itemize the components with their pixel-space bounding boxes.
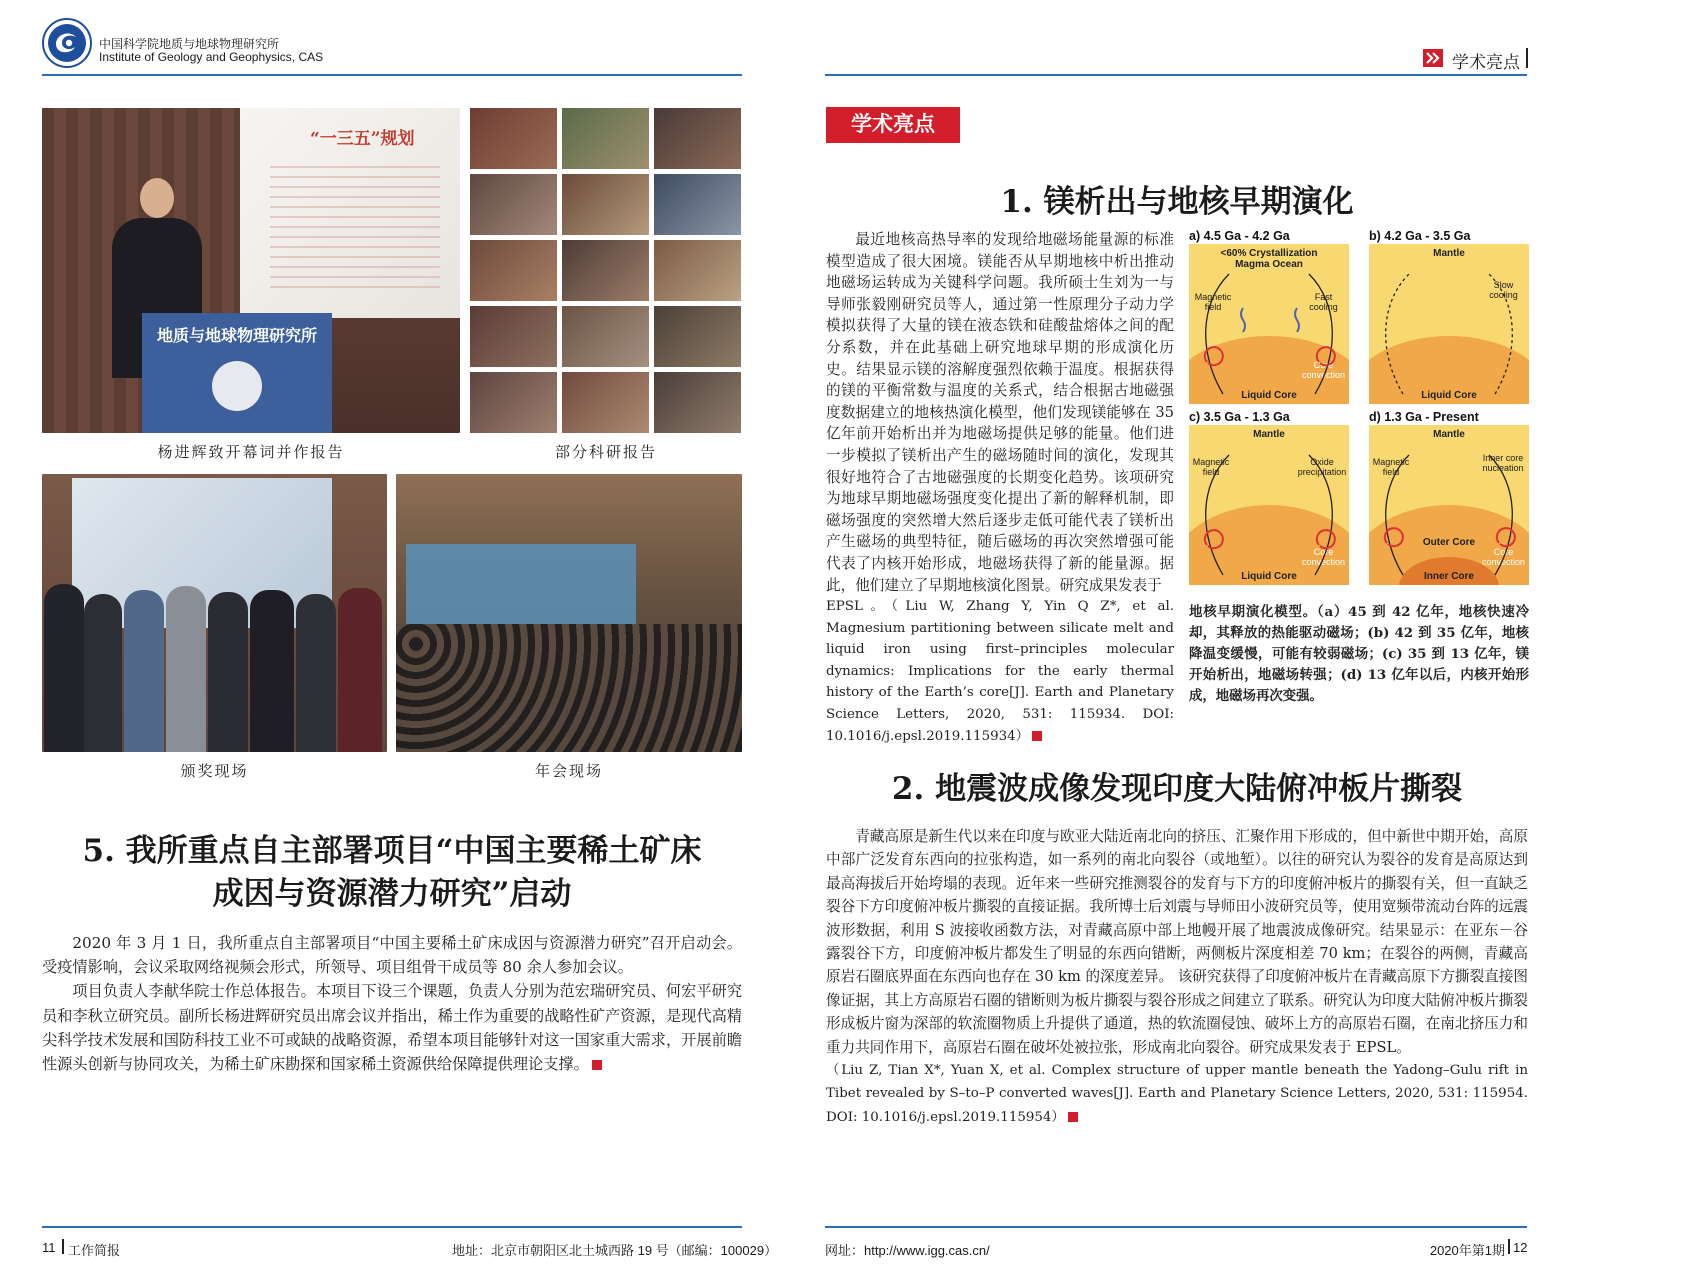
podium (142, 313, 332, 433)
panel-c-bottom: Liquid Core (1241, 571, 1297, 582)
panel-a-bottom-right: Core convection (1301, 360, 1346, 380)
end-mark-icon (1068, 1112, 1078, 1122)
panel-c-left: Magnetic field (1192, 457, 1230, 477)
slide-lines (270, 158, 440, 288)
report-thumb (470, 372, 557, 433)
institute-logo (42, 18, 92, 68)
right-page-number: 12 (1513, 1240, 1528, 1255)
footer-rule-right (825, 1226, 1527, 1228)
report-thumb (654, 306, 741, 367)
panel-a-top: <60% Crystallization (1220, 248, 1318, 259)
cas-emblem (212, 361, 262, 411)
header-rule-right (825, 74, 1527, 76)
report-thumb (470, 240, 557, 301)
article2-citation-text: （Liu Z, Tian X*, Yuan X, et al. Complex structure of upper mantle beneath the Yadong–Gulu rift in Tibet revealed by S–to–P converted waves[J]. Earth and Planetary Science Letters, 2020, 531: 115954. DOI: 10.1016/j.epsl.2019.115954） (826, 1063, 1528, 1125)
caption-annual: 年会现场 (534, 762, 603, 780)
footer-address: 地址：北京市朝阳区北土城西路 19 号（邮编：100029） (452, 1243, 778, 1258)
report-photo-grid (470, 108, 742, 433)
footer-issue: 2020年第1期 (1429, 1243, 1505, 1258)
panel-d-bottom-right: Core convection (1481, 547, 1526, 567)
panel-a-arrows-icon (1189, 244, 1349, 404)
footer-divider-right (1508, 1239, 1510, 1254)
left-page-number: 11 (42, 1240, 56, 1255)
article1-body-text: 最近地核高热导率的发现给地磁场能量源的标准模型造成了很大困境。镁能否从早期地核中析出推动地磁场运转成为关键科学问题。我所硕士生刘为一与导师张毅刚研究员等人，通过第一性原理分子动力学模拟获得了大量的镁在液态铁和硅酸盐熔体之间的配分系数，并在此基础上研究地球早期的形成演化历史。结果显示镁的溶解度强烈依赖于温度。根据获得的镁的平衡常数与温度的关系式，结合根据古地磁强度数据建立的地核热演化模型，他们发现镁能够在 35 亿年前开始析出并为地磁场提供足够的能量。他们进一步模拟了镁析出产生的磁场随时间的演化，发现其很好地符合了古地磁强度的长期变化趋势。该项研究为地球早期地磁场强度变化提出了新的解释机制，即磁场强度的突然增大然后逐步走低可能代表了镁析出产生磁场的典型特征，随后磁场的再次突然增强可能代表了内核开始形成，地磁场获得了新的能量源。据此，他们建立了早期地核演化图景。研究成果发表于 (826, 231, 1174, 594)
panel-c-label: c) 3.5 Ga - 1.3 Ga (1189, 410, 1290, 424)
article2-body-text: 青藏高原是新生代以来在印度与欧亚大陆近南北向的挤压、汇聚作用下形成的，但中新世中期开始，高原中部广泛发育东西向的拉张构造，如一系列的南北向裂谷（或地堑）。以往的研究认为裂谷的发育是高原达到最高海拔后开始垮塌的表现。近年来一些研究推测裂谷的发育与下方的印度俯冲板片的撕裂有关，但一直缺乏裂谷下方印度俯冲板片撕裂的直接证据。我所博士后刘震与导师田小波研究员等，使用宽频带流动台阵的远震波形数据，利用 S 波接收函数方法，对青藏高原中部上地幔开展了地震波成像研究。结果显示：在亚东－谷露裂谷下方，印度俯冲板片都发生了明显的东西向错断，两侧板片深度相差 70 km；在裂谷的两侧，青藏高原岩石圈底界面在东西向也存在 30 km 的深度差异。 该研究获得了印度俯冲板片在青藏高原下方撕裂直接图像证据，其上方高原岩石圈的错断则为板片撕裂与裂谷形成之间建立了联系。研究认为印度大陆俯冲板片撕裂形成板片窗为深部的软流圈物质上升提供了通道，热的软流圈侵蚀、破坏上方的高原岩石圈，在南北挤压力和重力共同作用下，高原岩石圈在破坏处被拉张，形成南北向裂谷。研究成果发表于 EPSL。 (826, 828, 1528, 1056)
panel-a (1189, 244, 1349, 404)
report-thumb (470, 108, 557, 169)
article1-title: 1. 镁析出与地核早期演化 (1000, 184, 1354, 220)
footer-divider-left (62, 1239, 64, 1254)
podium-banner: 地质与地球物理研究所 (156, 328, 317, 345)
report-thumb (654, 174, 741, 235)
panel-b (1369, 244, 1529, 404)
core-evolution-figure (1189, 229, 1529, 594)
article1-body (826, 229, 1174, 747)
footer-website[interactable]: 网址：http://www.igg.cas.cn/ (825, 1243, 990, 1258)
article1-citation (826, 596, 1174, 747)
panel-d-right: Inner core nucleation (1482, 453, 1524, 473)
article5-title-line1: 5. 我所重点自主部署项目“中国主要稀土矿床 (82, 833, 702, 869)
report-thumb (562, 372, 649, 433)
article2-title: 2. 地震波成像发现印度大陆俯冲板片撕裂 (891, 771, 1463, 807)
section-label-bar (1526, 48, 1528, 68)
panel-d-arrows-icon (1369, 425, 1529, 585)
figure-caption: 地核早期演化模型。（a）45 到 42 亿年，地核快速冷却，其释放的热能驱动磁场；(b) 42 到 35 亿年，地核降温变缓慢，可能有较弱磁场；(c) 35 到 13 亿年，镁开始析出，地磁场转强；(d) 13 亿年以后，内核开始形成，地磁场再次变强。 (1189, 604, 1529, 704)
report-thumb (470, 306, 557, 367)
panel-d-mid: Outer Core (1422, 537, 1476, 548)
panel-b-label: b) 4.2 Ga - 3.5 Ga (1369, 229, 1471, 243)
panel-b-bottom: Liquid Core (1421, 390, 1477, 401)
panel-a-top2: Magma Ocean (1235, 259, 1303, 270)
double-chevron-icon (1423, 49, 1443, 67)
slide-screen (240, 108, 460, 318)
panel-c-bottom-right: Core convection (1301, 547, 1346, 567)
report-thumb (654, 372, 741, 433)
report-thumb (470, 174, 557, 235)
section-tag-text: 学术亮点 (851, 113, 935, 136)
report-thumb (562, 108, 649, 169)
article2-citation (826, 1059, 1528, 1129)
article5-para2-text: 项目负责人李献华院士作总体报告。本项目下设三个课题，负责人分别为范宏瑞研究员、何宏平研究员和李秋立研究员。副所长杨进辉研究员出席会议并指出，稀土作为重要的战略性矿产资源，是现代高精尖科学技术发展和国防科技工业不可或缺的战略资源，希望本项目能够针对这一国家重大需求，开展前瞻性源头创新与协同攻关，为稀土矿床勘探和国家稀土资源供给保障提供理论支撑。 (42, 982, 742, 1074)
panel-a-right: Fast cooling (1309, 292, 1338, 312)
panel-d-bottom: Inner Core (1423, 571, 1474, 582)
article5-para1: 2020 年 3 月 1 日，我所重点自主部署项目“中国主要稀土矿床成因与资源潜力研究”召开启动会。受疫情影响，会议采取网络视频会形式，所领导、项目组骨干成员等 80 余人参加会议。 (42, 934, 742, 977)
panel-d-label: d) 1.3 Ga - Present (1369, 410, 1479, 424)
article5-title-line2: 成因与资源潜力研究”启动 (212, 876, 572, 912)
meeting-audience (396, 624, 742, 752)
panel-d-left: Magnetic field (1372, 457, 1410, 477)
award-photo (42, 474, 387, 752)
caption-award: 颁奖现场 (180, 762, 249, 780)
panel-d-top: Mantle (1433, 429, 1465, 440)
panel-b-top: Mantle (1433, 248, 1465, 259)
end-mark-icon (592, 1060, 602, 1070)
article2-body (826, 825, 1528, 1129)
caption-reports: 部分科研报告 (554, 443, 657, 461)
org-name-cn: 中国科学院地质与地球物理研究所 (99, 37, 280, 51)
panel-a-label: a) 4.5 Ga - 4.2 Ga (1189, 229, 1290, 243)
end-mark-icon (1032, 731, 1042, 741)
award-recipients (42, 584, 387, 752)
panel-c (1189, 425, 1349, 585)
panel-b-right: Slow cooling (1489, 280, 1518, 300)
section-label: 学术亮点 (1452, 53, 1520, 72)
slide-title: “一三五”规划 (310, 129, 415, 149)
panel-a-left: Magnetic field (1194, 292, 1232, 312)
report-thumb (562, 240, 649, 301)
report-thumb (562, 174, 649, 235)
section-tag (826, 107, 960, 143)
speaker-photo (42, 108, 460, 433)
footer-rule-left (42, 1226, 742, 1228)
panel-c-right: Oxide precipitation (1297, 457, 1347, 477)
panel-d (1369, 425, 1529, 585)
panel-c-arrows-icon (1189, 425, 1349, 585)
article5-body (42, 931, 742, 1076)
panel-c-top: Mantle (1253, 429, 1285, 440)
caption-speaker: 杨进辉致开幕词并作报告 (157, 443, 345, 461)
panel-a-bottom: Liquid Core (1241, 390, 1297, 401)
meeting-stage (406, 544, 636, 624)
report-thumb (562, 306, 649, 367)
annual-meeting-photo (396, 474, 742, 752)
header-rule-left (42, 74, 742, 76)
report-thumb (654, 108, 741, 169)
left-publication-name: 工作简报 (68, 1243, 121, 1258)
article5-para2 (42, 979, 742, 1076)
panel-b-arrows-icon (1369, 244, 1529, 404)
article1-citation-text: EPSL。（Liu W, Zhang Y, Yin Q Z*, et al. Magnesium partitioning between silicate melt and liquid iron using first–principles molecular dynamics: Implications for the early thermal history of the Earth’s core[J]. Earth and Planetary Science Letters, 2020, 531: 115934. DOI: 10.1016/j.epsl.2019.115934） (826, 599, 1174, 744)
org-name-en: Institute of Geology and Geophysics, CAS (99, 50, 324, 64)
report-thumb (654, 240, 741, 301)
